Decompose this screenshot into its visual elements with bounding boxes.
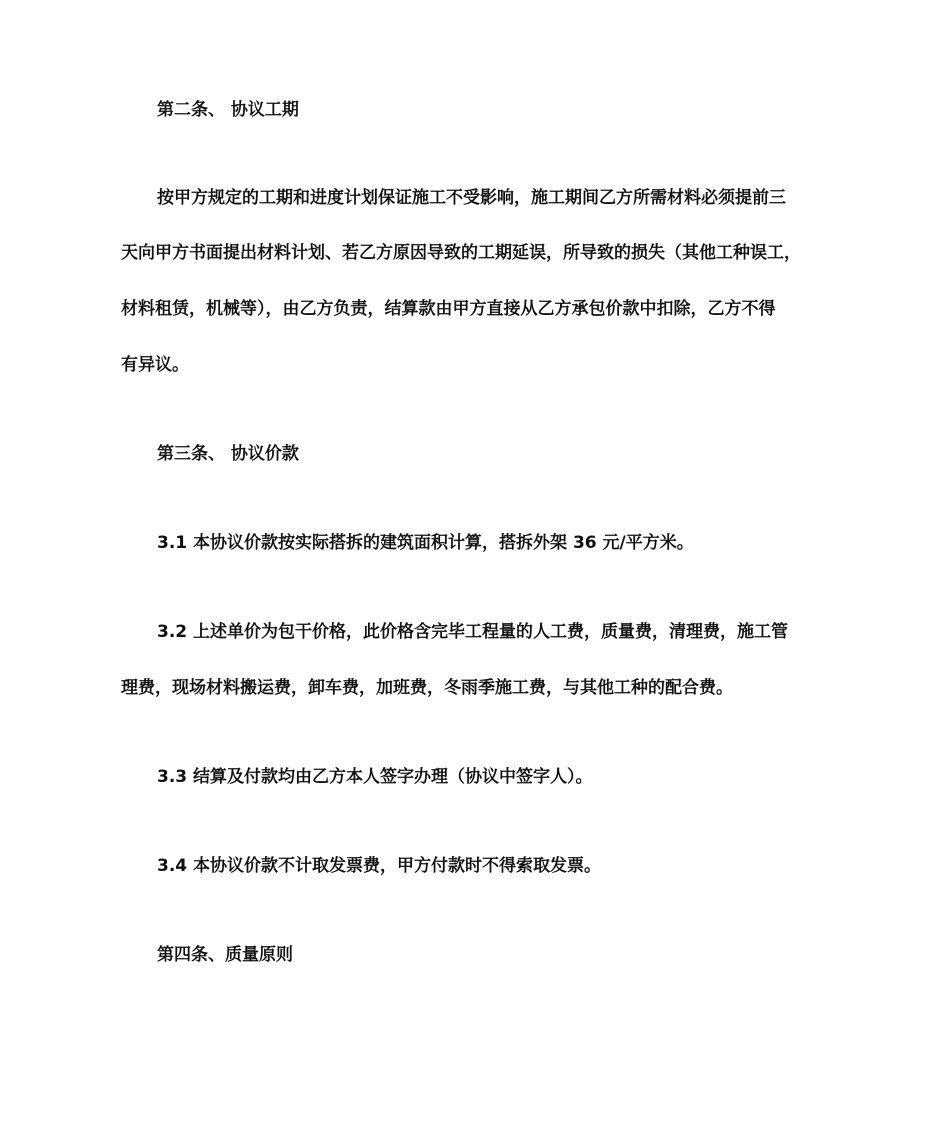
clause-3-2-line-1: 3.2 上述单价为包干价格，此价格含完毕工程量的人工费，质量费，清理费，施工管 — [157, 622, 789, 642]
article-2-paragraph-line-3: 材料租赁，机械等），由乙方负责，结算款由甲方直接从乙方承包价款中扣除，乙方不得 — [121, 299, 776, 319]
clause-3-4: 3.4 本协议价款不计取发票费，甲方付款时不得索取发票。 — [157, 856, 602, 876]
article-2-paragraph-line-4: 有异议。 — [121, 355, 189, 375]
clause-3-2-line-2: 理费，现场材料搬运费，卸车费，加班费，冬雨季施工费，与其他工种的配合费。 — [121, 678, 733, 698]
article-2-paragraph-line-1: 按甲方规定的工期和进度计划保证施工不受影响，施工期间乙方所需材料必须提前三 — [157, 188, 786, 208]
article-3-heading: 第三条、 协议价款 — [157, 444, 299, 464]
article-4-heading: 第四条、质量原则 — [157, 945, 293, 965]
article-2-heading: 第二条、 协议工期 — [157, 100, 299, 120]
clause-3-1: 3.1 本协议价款按实际搭拆的建筑面积计算，搭拆外架 36 元/平方米。 — [157, 533, 694, 553]
article-2-paragraph-line-2: 天向甲方书面提出材料计划、若乙方原因导致的工期延误，所导致的损失（其他工种误工， — [121, 243, 801, 263]
clause-3-3: 3.3 结算及付款均由乙方本人签字办理（协议中签字人）。 — [157, 767, 593, 787]
